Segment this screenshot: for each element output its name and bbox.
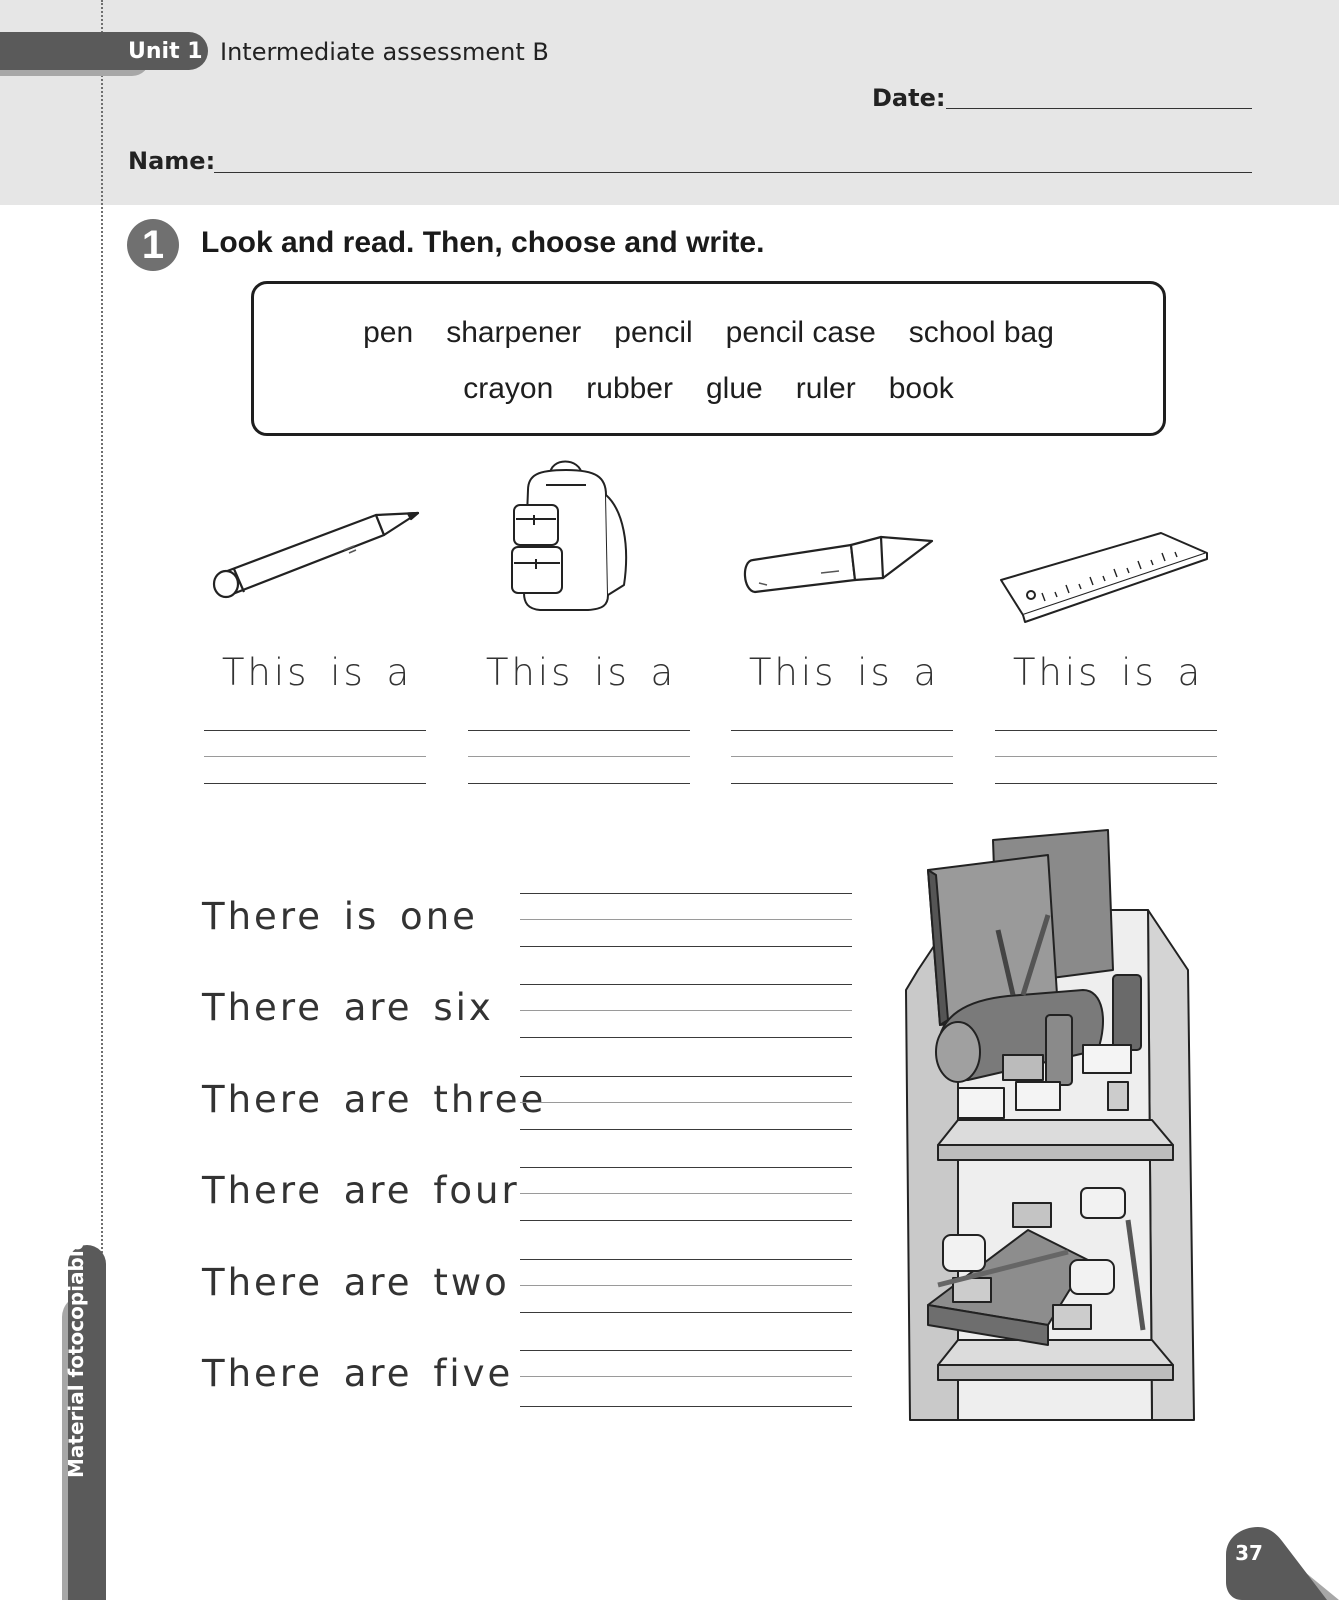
answer-lines[interactable] bbox=[520, 881, 852, 972]
item-sentence: This is a bbox=[221, 651, 413, 694]
word-bank-item: crayon bbox=[463, 372, 554, 405]
word-bank-item: glue bbox=[705, 372, 763, 405]
counting-row-5 bbox=[202, 1247, 842, 1338]
word-bank-item: book bbox=[888, 372, 954, 405]
counting-sentence: There are five bbox=[202, 1352, 514, 1395]
word-bank-row-1 bbox=[254, 316, 1163, 350]
answer-lines[interactable] bbox=[520, 972, 852, 1063]
exercise-instruction: Look and read. Then, choose and write. bbox=[201, 226, 765, 259]
item-sentence: This is a bbox=[748, 651, 940, 694]
counting-row-6 bbox=[202, 1338, 842, 1429]
counting-row-2 bbox=[202, 972, 842, 1063]
side-tab-label: Material fotocopiable bbox=[64, 1236, 88, 1478]
answer-lines[interactable] bbox=[520, 1155, 852, 1246]
date-label: Date: bbox=[872, 84, 946, 112]
picture-item-4 bbox=[995, 455, 1221, 790]
page-number: 37 bbox=[1235, 1541, 1263, 1565]
word-bank-item: school bag bbox=[908, 316, 1054, 349]
unit-label: Unit 1 bbox=[128, 39, 203, 64]
ruler-icon bbox=[995, 455, 1221, 630]
picture-item-2 bbox=[468, 455, 694, 790]
word-bank-item: pen bbox=[363, 316, 414, 349]
picture-item-3 bbox=[731, 455, 957, 790]
name-field[interactable] bbox=[214, 172, 1252, 173]
bookshelf-with-school-supplies-icon bbox=[898, 820, 1228, 1460]
counting-sentence: There are three bbox=[202, 1078, 547, 1121]
pencil-icon bbox=[204, 455, 430, 630]
word-bank-item: pencil bbox=[614, 316, 693, 349]
word-bank-item: rubber bbox=[586, 372, 673, 405]
picture-item-1 bbox=[204, 455, 430, 790]
counting-sentence: There is one bbox=[202, 895, 478, 938]
name-label: Name: bbox=[128, 147, 216, 175]
word-bank-row-2 bbox=[254, 372, 1163, 406]
counting-row-4 bbox=[202, 1155, 842, 1246]
counting-sentence: There are six bbox=[202, 986, 494, 1029]
answer-lines[interactable] bbox=[520, 1338, 852, 1429]
counting-sentence: There are two bbox=[202, 1261, 510, 1304]
word-bank bbox=[251, 281, 1166, 436]
exercise-number-badge: 1 bbox=[127, 219, 179, 271]
counting-row-1 bbox=[202, 881, 842, 972]
assessment-title: Intermediate assessment B bbox=[220, 38, 549, 66]
word-bank-item: pencil case bbox=[725, 316, 876, 349]
item-sentence: This is a bbox=[485, 651, 677, 694]
answer-lines[interactable] bbox=[520, 1247, 852, 1338]
answer-lines[interactable] bbox=[520, 1064, 852, 1155]
counting-sentence: There are four bbox=[202, 1169, 520, 1212]
date-field[interactable] bbox=[946, 108, 1252, 109]
crayon-icon bbox=[731, 455, 957, 630]
school-bag-icon bbox=[468, 455, 694, 630]
item-sentence: This is a bbox=[1012, 651, 1204, 694]
word-bank-item: sharpener bbox=[446, 316, 582, 349]
counting-row-3 bbox=[202, 1064, 842, 1155]
word-bank-item: ruler bbox=[795, 372, 856, 405]
